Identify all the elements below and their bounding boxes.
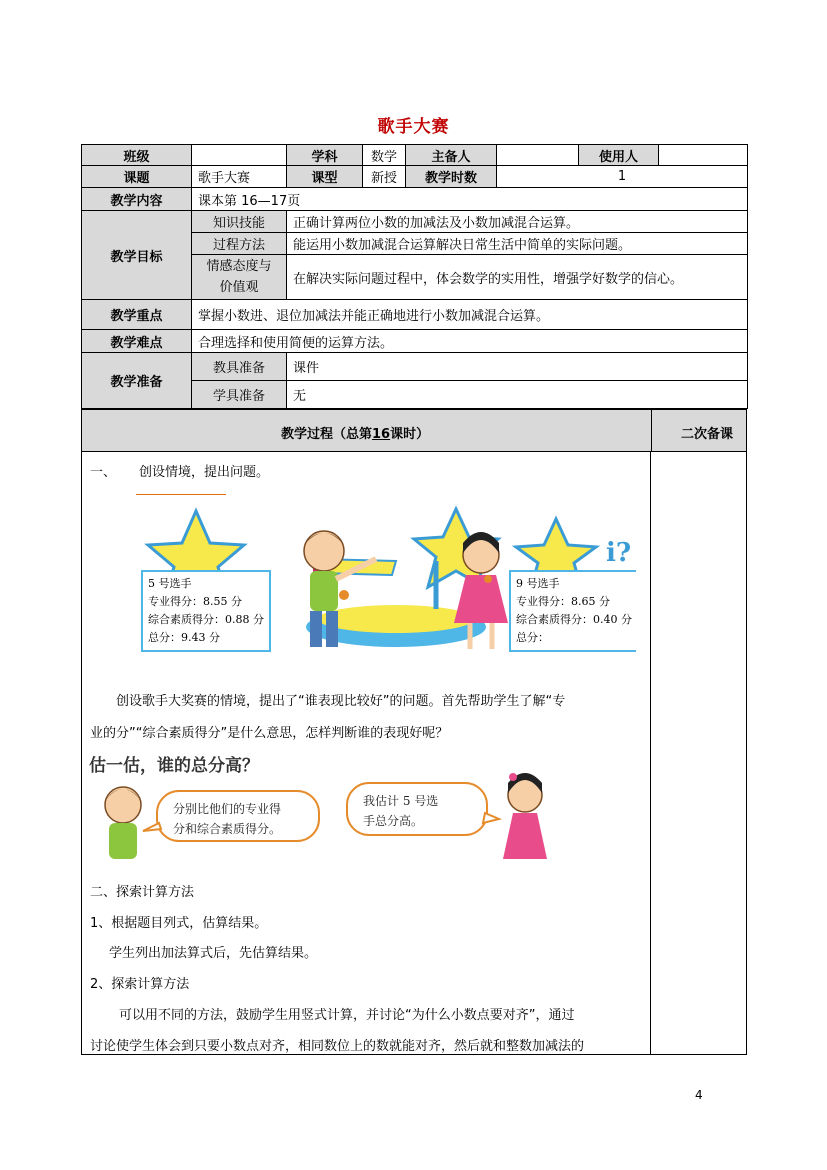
sub2-heading: 2、探索计算方法 [90,977,190,992]
estimate-illustration [85,743,555,869]
content-value: 课本第 16—17页 [192,188,748,211]
goal3-value: 在解决实际问题过程中，体会数学的实用性，增强学好数学的信心。 [287,255,748,300]
sub1-heading: 1、根据题目列式，估算结果。 [90,916,268,931]
goal1-label: 知识技能 [192,211,287,233]
hours-label: 教学时数 [406,166,497,188]
card2-line2: 综合素质得分：0.40 分 [516,613,632,626]
second-prep-header: 二次备课 [681,427,734,442]
difficulty-label: 教学难点 [82,330,192,353]
teacher-prep-value: 课件 [287,353,748,381]
card2-line3: 总分： [516,631,549,644]
lesson-type-label: 课型 [287,166,363,188]
card1-title: 5 号选手 [148,577,192,590]
teacher-prep-label: 教具准备 [192,353,287,381]
lesson-plan-table [81,144,748,409]
student-prep-label: 学具准备 [192,381,287,409]
goals-label: 教学目标 [82,211,192,300]
card1-line3: 总分：9.43 分 [148,631,220,644]
prep-label: 教学准备 [82,353,192,409]
card2-title: 9 号选手 [516,577,560,590]
goal2-value: 能运用小数加减混合运算解决日常生活中简单的实际问题。 [287,233,748,255]
step1-number: 一、 [90,465,117,480]
key-label: 教学重点 [82,300,192,330]
goal3-label-line1: 情感态度与 [206,259,272,274]
goal1-value: 正确计算两位小数的加减法及小数加减混合运算。 [287,211,748,233]
lesson-type-value: 新授 [363,166,406,188]
class-value [192,145,287,166]
topic-value: 歌手大赛 [192,166,287,188]
bubble2-line1: 我估计 5 号选 [363,794,439,808]
subject-value: 数学 [363,145,406,166]
content-label: 教学内容 [82,188,192,211]
preparer-value [497,145,579,166]
page-number: 4 [695,1088,703,1102]
user-value [659,145,748,166]
page-title: 歌手大赛 [377,117,450,137]
second-prep-column [650,409,747,1055]
subject-label: 学科 [287,145,363,166]
step1-heading: 创设情境，提出问题。 [139,465,270,480]
goal3-label [192,255,287,300]
paragraph1-line2: 业的分”“综合素质得分”是什么意思，怎样判断谁的表现好呢？ [90,726,449,741]
card2-line1: 专业得分：8.65 分 [516,595,610,608]
goal3-label-line2: 价值观 [219,280,259,295]
process-header [281,423,429,442]
estimate-heading: 估一估，谁的总分高？ [89,756,259,776]
difficulty-value: 合理选择和使用简便的运算方法。 [192,330,748,353]
card1-line1: 专业得分：8.55 分 [148,595,242,608]
underline-divider [136,494,226,495]
sub1-text: 学生列出加法算式后，先估算结果。 [109,946,318,961]
process-header-suffix: 课时） [390,427,430,442]
class-label: 班级 [82,145,192,166]
svg-text:i?: i? [606,538,632,568]
paragraph1-line1: 创设歌手大奖赛的情境，提出了“谁表现比较好”的问题。首先帮助学生了解“专 [116,694,566,709]
lesson-number: 16 [372,427,391,442]
topic-label: 课题 [82,166,192,188]
bubble2-line2: 手总分高。 [363,814,424,828]
user-label: 使用人 [579,145,659,166]
key-value: 掌握小数进、退位加减法并能正确地进行小数加减混合运算。 [192,300,748,330]
hours-value: 1 [497,166,748,188]
paragraph2-line2: 讨论使学生体会到只要小数点对齐，相同数位上的数就能对齐，然后就和整数加减法的 [90,1039,585,1054]
process-header-prefix: 教学过程（总第 [281,427,373,442]
preparer-label: 主备人 [406,145,497,166]
teaching-process-section [81,409,747,1055]
goal2-label: 过程方法 [192,233,287,255]
bubble1-line1: 分别比他们的专业得 [173,802,282,816]
step2-heading: 二、探索计算方法 [90,885,195,900]
singer-contest-illustration [136,499,636,659]
student-prep-value: 无 [287,381,748,409]
card1-line2: 综合素质得分：0.88 分 [148,613,264,626]
paragraph2-line1: 可以用不同的方法，鼓励学生用竖式计算，并讨论“为什么小数点要对齐”，通过 [119,1008,575,1023]
bubble1-line2: 分和综合素质得分。 [173,822,282,836]
